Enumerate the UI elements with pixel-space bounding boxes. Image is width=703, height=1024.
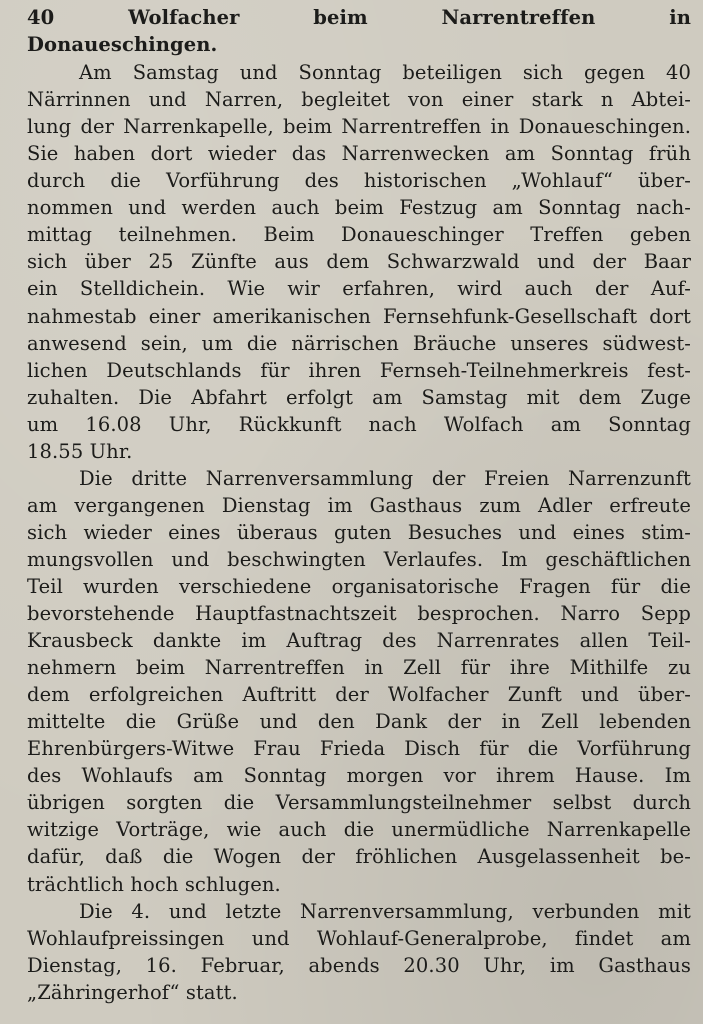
headline (27, 4, 691, 58)
headline-line: Donaueschingen. (27, 33, 218, 57)
article-body (27, 59, 691, 1006)
text-line: mittag teilnehmen. Beim Donaueschinger Treffen geben (27, 223, 691, 247)
text-line: lichen Deutschlands für ihren Fernseh-Teilnehmerkreis fest- (27, 358, 691, 382)
text-line: durch die Vorführung des historischen „Wohlauf“ über- (27, 169, 691, 193)
text-line: zuhalten. Die Abfahrt erfolgt am Samstag mit dem Zuge (27, 385, 691, 409)
text-line: am vergangenen Dienstag im Gasthaus zum Adler erfreute (27, 493, 691, 517)
text-line: Närrinnen und Narren, begleitet von einer stark n Abtei- (27, 88, 691, 112)
text-line: Dienstag, 16. Februar, abends 20.30 Uhr, im Gasthaus (27, 953, 691, 977)
text-line: nommen und werden auch beim Festzug am Sonntag nach- (27, 196, 691, 220)
text-line: Krausbeck dankte im Auftrag des Narrenrates allen Teil- (27, 629, 691, 653)
text-line: Sie haben dort wieder das Narrenwecken am Sonntag früh (27, 142, 691, 166)
text-line: Am Samstag und Sonntag beteiligen sich gegen 40 (79, 61, 691, 85)
text-line: Teil wurden verschiedene organisatorische Fragen für die (27, 574, 691, 598)
text-line: ein Stelldichein. Wie wir erfahren, wird auch der Auf- (27, 277, 691, 301)
text-line: trächtlich hoch schlugen. (27, 872, 281, 896)
text-line: Ehrenbürgers-Witwe Frau Frieda Disch für die Vorführung (27, 737, 691, 761)
text-line: des Wohlaufs am Sonntag morgen vor ihrem Hause. Im (27, 764, 691, 788)
text-line: dem erfolgreichen Auftritt der Wolfacher Zunft und über- (27, 683, 691, 707)
text-line: sich über 25 Zünfte aus dem Schwarzwald und der Baar (27, 250, 691, 274)
text-line: 18.55 Uhr. (27, 439, 133, 463)
paragraph-letzte-versammlung (27, 898, 691, 1006)
text-line: witzige Vorträge, wie auch die unermüdliche Narrenkapelle (27, 818, 691, 842)
text-line: mungsvollen und beschwingten Verlaufes. Im geschäftlichen (27, 547, 691, 571)
text-line: „Zähringerhof“ statt. (27, 980, 238, 1004)
paragraph-narrenversammlung (27, 465, 691, 898)
text-line: lung der Narrenkapelle, beim Narrentreffen in Donaueschingen. (27, 115, 691, 139)
text-line: sich wieder eines überaus guten Besuches und eines stim- (27, 520, 691, 544)
paragraph-narrentreffen (27, 59, 691, 465)
headline-line: 40 Wolfacher beim Narrentreffen in (27, 6, 691, 29)
text-line: um 16.08 Uhr, Rückkunft nach Wolfach am Sonntag (27, 412, 691, 436)
text-line: übrigen sorgten die Versammlungsteilnehmer selbst durch (27, 791, 691, 815)
text-line: Wohlaufpreissingen und Wohlauf-Generalprobe, findet am (27, 926, 691, 950)
text-line: bevorstehende Hauptfastnachtszeit besprochen. Narro Sepp (27, 602, 691, 626)
text-line: nahmestab einer amerikanischen Fernsehfunk-Gesellschaft dort (27, 304, 691, 328)
text-line: nehmern beim Narrentreffen in Zell für ihre Mithilfe zu (27, 656, 691, 680)
text-line: dafür, daß die Wogen der fröhlichen Ausgelassenheit be- (27, 845, 691, 869)
text-line: anwesend sein, um die närrischen Bräuche unseres südwest- (27, 331, 691, 355)
text-line: Die dritte Narrenversammlung der Freien Narrenzunft (79, 466, 691, 490)
text-line: mittelte die Grüße und den Dank der in Zell lebenden (27, 710, 691, 734)
text-line: Die 4. und letzte Narrenversammlung, verbunden mit (79, 899, 691, 923)
